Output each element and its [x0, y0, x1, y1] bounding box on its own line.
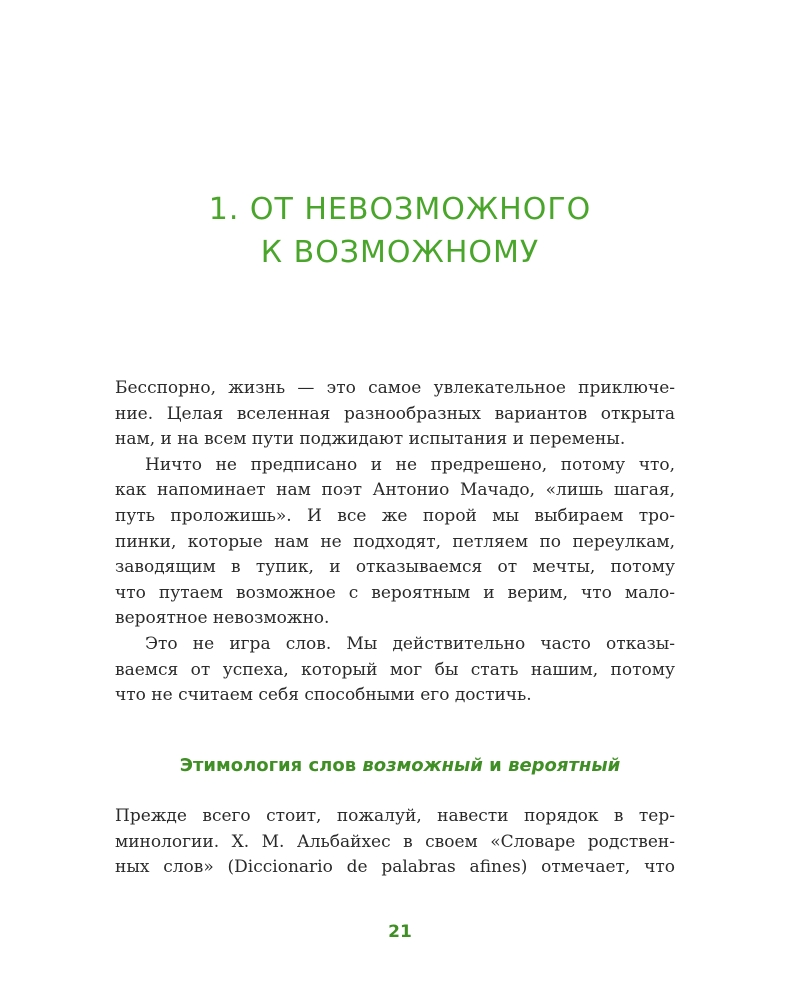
section-heading-word-1: возможный — [362, 755, 483, 776]
text-line: нам, и на всем пути поджидают испытания и перемены. — [115, 429, 626, 450]
text-line: ваемся от успеха, который мог бы стать нашим, потому — [115, 659, 675, 680]
section-text — [115, 804, 675, 881]
text-line: путь проложишь». И все же порой мы выбираем тро- — [115, 505, 675, 526]
text-line: Прежде всего стоит, пожалуй, навести порядок в тер- — [115, 806, 675, 826]
text-line: что путаем возможное с вероятным и верим, что мало- — [115, 582, 675, 603]
section-heading-and: и — [482, 755, 509, 776]
text-line: как напоминает нам поэт Антонио Мачадо, «лишь шагая, — [115, 480, 675, 501]
text-line: Это не игра слов. Мы действительно часто отказы- — [145, 633, 675, 654]
section-heading — [100, 753, 700, 779]
text-line: заводящим в тупик, и отказываемся от мечты, потому — [115, 557, 675, 578]
chapter-title-line-1: 1. ОТ НЕВОЗМОЖНОГО — [208, 192, 592, 227]
section-heading-word-2: вероятный — [508, 755, 621, 776]
text-line: пинки, которые нам не подходят, петляем по переулкам, — [115, 531, 675, 552]
text-line: ных слов» (Diccionario de palabras afines) отмечает, что — [115, 857, 675, 878]
text-line: Ничто не предписано и не предрешено, потому что, — [145, 454, 675, 475]
intro-text — [115, 376, 675, 709]
chapter-title — [100, 188, 700, 274]
text-line: вероятное невозможно. — [115, 608, 330, 629]
chapter-title-line-2: К ВОЗМОЖНОМУ — [260, 235, 540, 270]
text-line: Бесспорно, жизнь — это самое увлекательное приключе- — [115, 378, 675, 398]
text-line: минологии. Х. М. Альбайхес в своем «Словаре родствен- — [115, 831, 675, 852]
text-line: ние. Целая вселенная разнообразных вариантов открыта — [115, 403, 675, 424]
section-heading-prefix: Этимология слов — [179, 755, 363, 776]
page-number: 21 — [388, 922, 412, 942]
text-line: что не считаем себя способными его достичь. — [115, 685, 532, 706]
